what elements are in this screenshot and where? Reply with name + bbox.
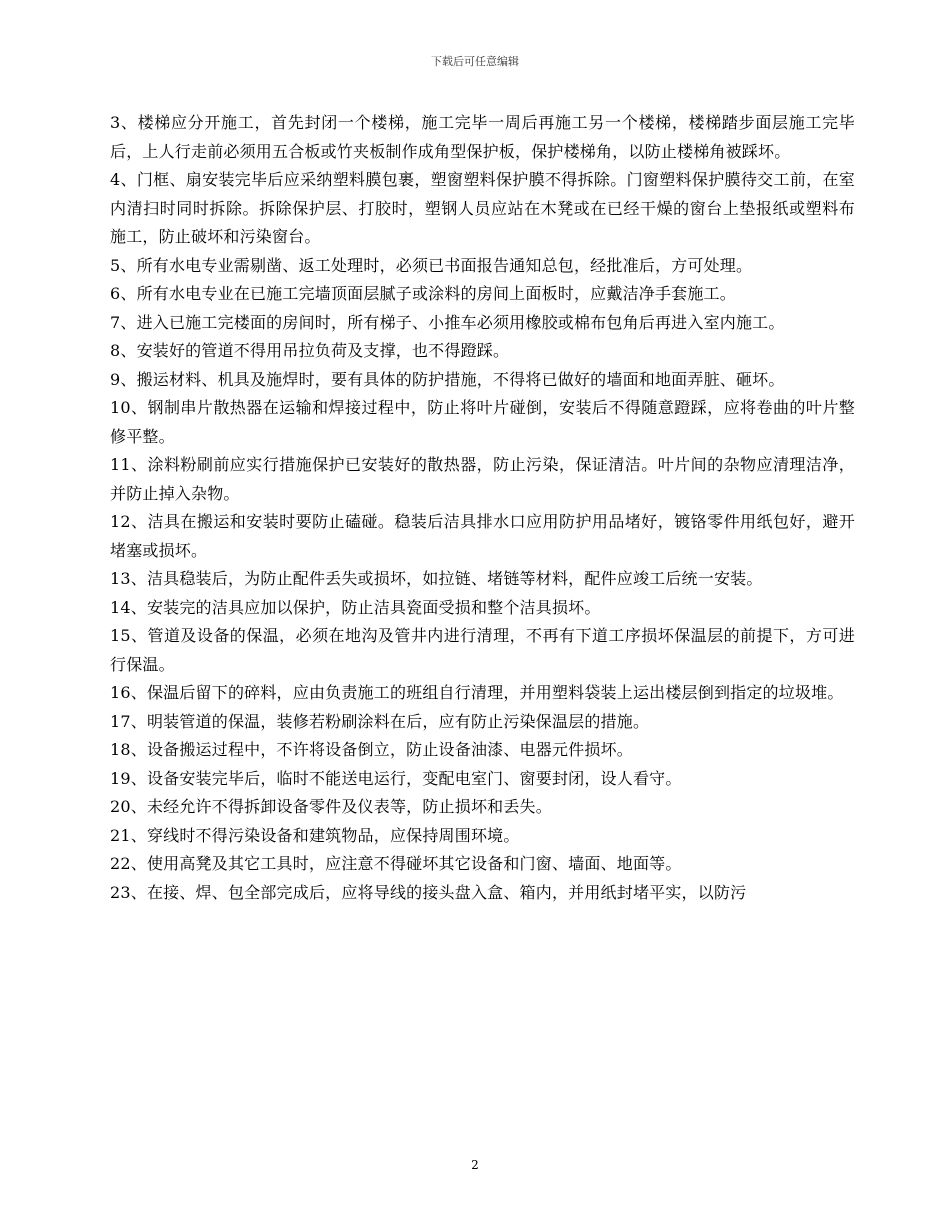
list-item: 18、设备搬运过程中，不许将设备倒立，防止设备油漆、电器元件损坏。 [110,740,633,759]
list-item: 7、进入已施工完楼面的房间时，所有梯子、小推车必须用橡胶或棉布包角后再进入室内施工。 [110,312,785,332]
list-item: 15、管道及设备的保温，必须在地沟及管井内进行清理，不再有下道工序损坏保温层的前提下，方可进行保温。 [110,626,855,674]
list-item: 20、未经允许不得拆卸设备零件及仪表等，防止损坏和丢失。 [110,797,552,816]
list-item: 21、穿线时不得污染设备和建筑物品，应保持周围环境。 [110,825,520,845]
page-header: 下载后可任意编辑 [431,55,519,68]
list-item: 14、安装完的洁具应加以保护，防止洁具瓷面受损和整个洁具损坏。 [110,597,601,617]
list-item: 3、楼梯应分开施工，首先封闭一个楼梯，施工完毕一周后再施工另一个楼梯，楼梯踏步面层施工完毕后，上人行走前必须用五合板或竹夹板制作成角型保护板，保护楼梯角，以防止楼梯角被踩坏。 [110,113,855,161]
list-item: 17、明装管道的保温，装修若粉刷涂料在后，应有防止污染保温层的措施。 [110,711,650,731]
list-item: 13、洁具稳装后，为防止配件丢失或损坏，如拉链、堵链等材料，配件应竣工后统一安装。 [110,569,763,588]
list-item: 9、搬运材料、机具及施焊时，要有具体的防护措施，不得将已做好的墙面和地面弄脏、砸坏。 [110,369,785,389]
list-item: 8、安装好的管道不得用吊拉负荷及支撑，也不得蹬踩。 [110,341,510,360]
list-item: 22、使用高凳及其它工具时，应注意不得碰坏其它设备和门窗、墙面、地面等。 [110,854,682,873]
list-item: 16、保温后留下的碎料，应由负责施工的班组自行清理，并用塑料袋装上运出楼层倒到指定的垃圾堆。 [110,683,844,702]
page-number: 2 [471,1158,479,1172]
list-item: 6、所有水电专业在已施工完墙顶面层腻子或涂料的房间上面板时，应戴洁净手套施工。 [110,284,736,303]
list-item: 11、涂料粉刷前应实行措施保护已安装好的散热器，防止污染，保证清洁。叶片间的杂物应清理洁净，并防止掉入杂物。 [110,455,855,503]
list-item: 23、在接、焊、包全部完成后，应将导线的接头盘入盒、箱内，并用纸封堵平实，以防污 [110,882,747,902]
document-body [110,109,855,907]
list-item: 12、洁具在搬运和安装时要防止磕碰。稳装后洁具排水口应用防护用品堵好，镀铬零件用纸包好，避开堵塞或损坏。 [110,512,855,560]
list-item: 19、设备安装完毕后，临时不能送电运行，变配电室门、窗要封闭，设人看守。 [110,768,682,788]
list-item: 5、所有水电专业需剔凿、返工处理时，必须已书面报告通知总包，经批准后，方可处理。 [110,255,753,275]
list-item: 4、门框、扇安装完毕后应采纳塑料膜包裹，塑窗塑料保护膜不得拆除。门窗塑料保护膜待交工前，在室内清扫时同时拆除。拆除保护层、打胶时，塑钢人员应站在木凳或在已经干燥的窗台上垫报纸或塑料布施工，防止破坏和污染窗台。 [110,170,855,246]
list-item: 10、钢制串片散热器在运输和焊接过程中，防止将叶片碰倒，安装后不得随意蹬踩，应将卷曲的叶片整修平整。 [110,398,855,446]
